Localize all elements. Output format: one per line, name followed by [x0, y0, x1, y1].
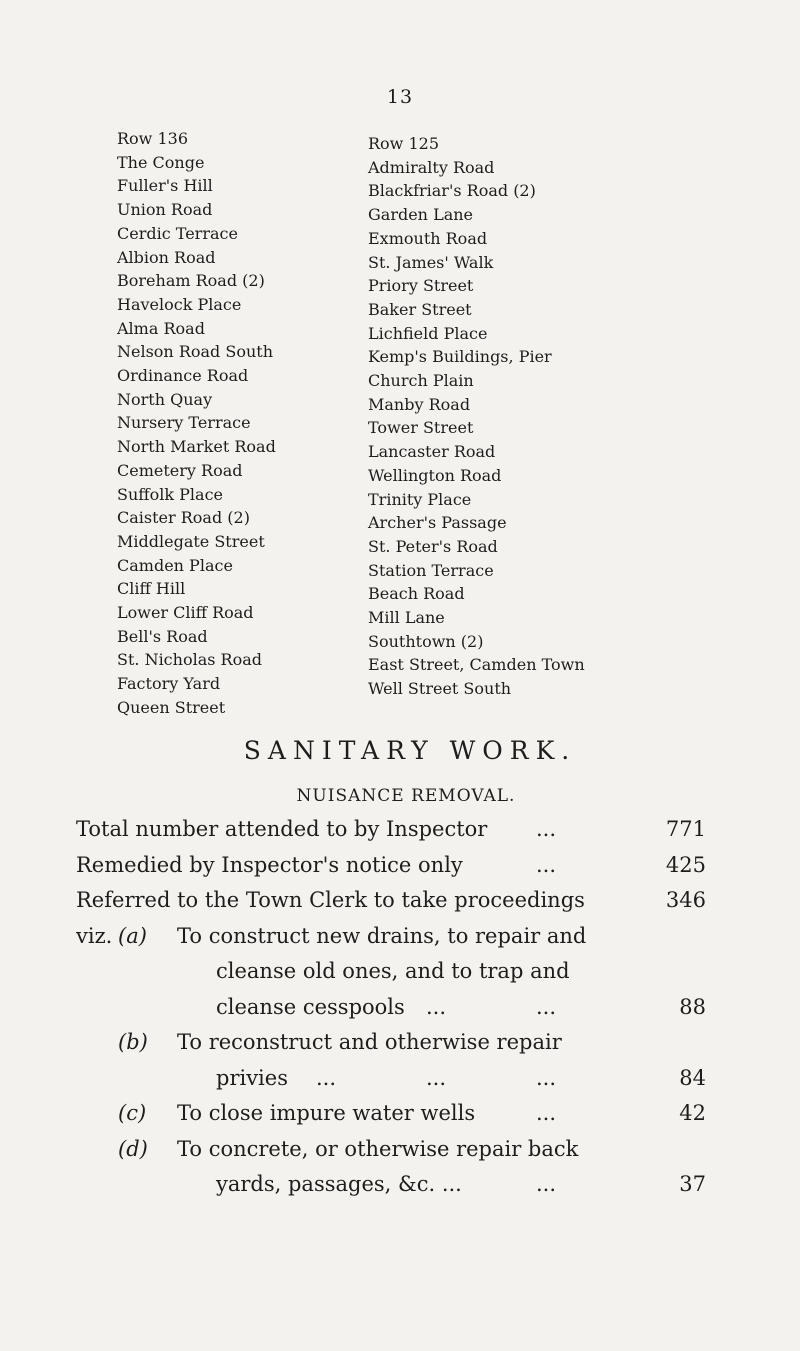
street-item: Middlegate Street [117, 531, 265, 551]
street-item: St. Peter's Road [368, 536, 498, 556]
street-item: Lichfield Place [368, 323, 488, 343]
leader-dots: ... [536, 817, 557, 841]
nuisance-stats [76, 812, 706, 1203]
section-heading: SANITARY WORK. [243, 736, 577, 765]
stat-value: 346 [665, 888, 706, 912]
leader-dots: ... [316, 1065, 337, 1090]
street-item: North Market Road [117, 437, 276, 457]
street-item: Lower Cliff Road [117, 603, 254, 623]
street-item: Ordinance Road [117, 366, 249, 386]
stat-label: yards, passages, &c. ... [216, 1172, 462, 1196]
street-item: Alma Road [117, 318, 205, 338]
street-list-right [368, 132, 585, 701]
street-item: Queen Street [117, 697, 226, 717]
street-item: Havelock Place [117, 294, 242, 314]
street-item: The Conge [117, 152, 205, 172]
leader-dots: ... [536, 994, 557, 1019]
street-item: Nelson Road South [117, 342, 273, 362]
street-item: Priory Street [368, 276, 474, 296]
street-item: Kemp's Buildings, Pier [368, 347, 552, 367]
page-number: 13 [386, 86, 414, 108]
street-item: Fuller's Hill [117, 176, 213, 196]
street-item: Archer's Passage [368, 513, 507, 533]
stat-row-referred [76, 883, 706, 919]
item-marker: (c) [118, 1101, 147, 1125]
street-item: Suffolk Place [117, 484, 224, 504]
stat-row-b [76, 1025, 706, 1061]
street-item: Tower Street [368, 418, 474, 438]
leader-dots: ... [426, 1065, 447, 1090]
street-item: Factory Yard [117, 674, 221, 694]
stat-value: 425 [665, 852, 706, 877]
street-item: St. James' Walk [368, 252, 494, 272]
stat-value: 771 [665, 817, 706, 841]
item-marker: (b) [118, 1030, 148, 1054]
stat-row-d [76, 1132, 706, 1168]
stat-label: Total number attended to by Inspector [76, 817, 488, 841]
street-item: Wellington Road [368, 465, 502, 485]
item-marker: (a) [118, 923, 147, 948]
stat-row-a [76, 919, 706, 955]
street-item: Cerdic Terrace [117, 223, 238, 243]
stat-row-b-end [76, 1061, 706, 1097]
street-item: St. Nicholas Road [117, 650, 262, 670]
street-item: Blackfriar's Road (2) [368, 181, 536, 201]
leader-dots: ... [536, 852, 557, 877]
viz-prefix: viz. [76, 923, 113, 948]
leader-dots: ... [426, 994, 447, 1019]
stat-label: To close impure water wells [177, 1101, 476, 1125]
street-item: Admiralty Road [368, 157, 495, 177]
stat-label: privies [216, 1065, 288, 1090]
street-item: Cliff Hill [117, 579, 186, 599]
street-item: Caister Road (2) [117, 508, 250, 528]
stat-label: Remedied by Inspector's notice only [76, 852, 463, 877]
stat-label: To reconstruct and otherwise repair [177, 1030, 562, 1054]
stat-row-d-end [76, 1167, 706, 1203]
street-item: Manby Road [368, 394, 471, 414]
stat-row-c [76, 1096, 706, 1132]
street-item: Exmouth Road [368, 228, 488, 248]
stat-label: cleanse old ones, and to trap and [216, 959, 570, 983]
street-item: North Quay [117, 389, 213, 409]
stat-value: 88 [679, 994, 706, 1019]
street-item: Row 125 [368, 134, 439, 153]
street-item: Garden Lane [368, 205, 474, 225]
stat-row-remedied [76, 848, 706, 884]
street-item: Bell's Road [117, 626, 208, 646]
stat-value: 84 [679, 1065, 706, 1090]
stat-value: 42 [679, 1101, 706, 1125]
street-item: Southtown (2) [368, 631, 484, 651]
item-marker: (d) [118, 1136, 148, 1161]
street-item: Church Plain [368, 371, 474, 391]
stat-label: cleanse cesspools [216, 994, 405, 1019]
stat-label: Referred to the Town Clerk to take proceedings [76, 888, 585, 912]
street-item: Row 136 [117, 129, 188, 148]
leader-dots: ... [536, 1065, 557, 1090]
stat-label: To concrete, or otherwise repair back [177, 1136, 579, 1161]
leader-dots: ... [536, 1101, 557, 1125]
street-item: Boreham Road (2) [117, 271, 265, 291]
stat-row-a-end [76, 990, 706, 1026]
street-item: Albion Road [117, 247, 216, 267]
street-item: Well Street South [368, 679, 512, 699]
street-item: Camden Place [117, 555, 233, 575]
street-list-left [117, 127, 276, 720]
stat-row-a-continued [76, 954, 706, 990]
stat-row-total [76, 812, 706, 848]
street-item: Lancaster Road [368, 442, 496, 462]
street-item: Mill Lane [368, 608, 445, 628]
street-item: Station Terrace [368, 560, 494, 580]
stat-value: 37 [679, 1172, 706, 1196]
street-item: Beach Road [368, 584, 465, 604]
leader-dots: ... [536, 1172, 557, 1196]
street-item: Union Road [117, 200, 213, 220]
section-subheading: NUISANCE REMOVAL. [296, 786, 516, 806]
street-item: Nursery Terrace [117, 413, 251, 433]
stat-label: To construct new drains, to repair and [177, 923, 587, 948]
street-item: Trinity Place [368, 489, 472, 509]
street-item: Baker Street [368, 299, 472, 319]
street-item: Cemetery Road [117, 460, 243, 480]
street-item: East Street, Camden Town [368, 655, 585, 675]
